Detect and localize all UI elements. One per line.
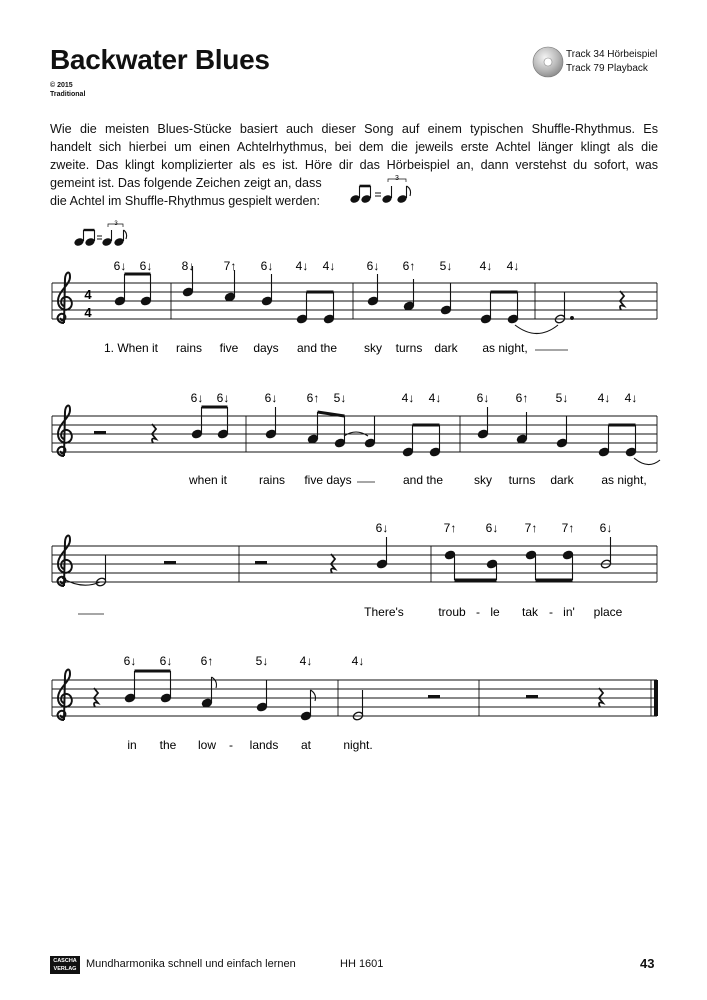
svg-text:6↓: 6↓ xyxy=(264,391,278,405)
svg-text:and the: and the xyxy=(402,473,444,487)
svg-text:4↓: 4↓ xyxy=(506,259,520,273)
svg-text:6↓: 6↓ xyxy=(216,391,230,405)
song-title: Backwater Blues xyxy=(50,44,270,75)
lyrics-row xyxy=(104,341,528,355)
svg-text:low: low xyxy=(197,738,217,752)
svg-text:five: five xyxy=(219,341,239,355)
svg-text:as night,: as night, xyxy=(601,473,647,487)
svg-text:4↓: 4↓ xyxy=(351,654,365,668)
svg-text:-: - xyxy=(549,605,553,619)
svg-text:turns: turns xyxy=(395,341,423,355)
lyrics-row xyxy=(364,605,622,619)
svg-text:4↓: 4↓ xyxy=(322,259,336,273)
track-listen-label: Track 34 Hörbeispiel xyxy=(566,49,658,60)
svg-text:sky: sky xyxy=(474,473,492,487)
staff-system-1 xyxy=(52,259,657,355)
half-rest-icon xyxy=(255,561,267,564)
lyrics-row xyxy=(188,473,647,487)
time-signature-top: 4 xyxy=(84,287,92,302)
svg-text:6↓: 6↓ xyxy=(476,391,490,405)
svg-text:4↓: 4↓ xyxy=(299,654,313,668)
intro-line: zweite. Das klingt komplizierter als es ist. Höre dir das Hörbeispiel an, dann verstehst du sofort, was xyxy=(50,158,658,172)
svg-text:as night,: as night, xyxy=(482,341,528,355)
shuffle-symbol xyxy=(349,175,410,204)
triplet-number: 3 xyxy=(114,221,118,227)
book-code: HH 1601 xyxy=(340,958,384,970)
svg-text:6↑: 6↑ xyxy=(200,654,214,668)
svg-text:rains: rains xyxy=(258,473,286,487)
svg-text:6↑: 6↑ xyxy=(402,259,416,273)
svg-text:days: days xyxy=(253,341,279,355)
svg-text:turns: turns xyxy=(508,473,536,487)
svg-text:-: - xyxy=(476,605,480,619)
svg-text:lands: lands xyxy=(249,738,279,752)
svg-text:dark: dark xyxy=(550,473,574,487)
svg-text:4↓: 4↓ xyxy=(428,391,442,405)
svg-text:le: le xyxy=(490,605,500,619)
svg-text:6↓: 6↓ xyxy=(139,259,153,273)
svg-text:6↓: 6↓ xyxy=(123,654,137,668)
svg-text:5↓: 5↓ xyxy=(555,391,569,405)
quarter-rest-icon xyxy=(152,424,156,443)
svg-text:at: at xyxy=(300,738,312,752)
half-rest-icon xyxy=(428,695,440,698)
shuffle-symbol xyxy=(73,221,126,247)
svg-text:tak: tak xyxy=(521,605,539,619)
staff-system-3 xyxy=(52,521,657,619)
half-rest-icon xyxy=(94,431,106,434)
svg-text:4↓: 4↓ xyxy=(479,259,493,273)
svg-text:-: - xyxy=(229,738,233,752)
copyright-note: © 2015 xyxy=(50,82,73,89)
svg-text:dark: dark xyxy=(434,341,458,355)
svg-text:when it: when it xyxy=(188,473,228,487)
harp-tab-row xyxy=(124,654,365,668)
svg-text:4↓: 4↓ xyxy=(295,259,309,273)
quarter-rest-icon xyxy=(620,291,624,310)
svg-text:6↓: 6↓ xyxy=(190,391,204,405)
svg-text:There's: There's xyxy=(364,605,404,619)
svg-text:4↓: 4↓ xyxy=(401,391,415,405)
svg-text:1. When it: 1. When it xyxy=(103,341,159,355)
svg-text:6↓: 6↓ xyxy=(599,521,613,535)
harp-tab-row xyxy=(114,259,520,273)
intro-line: gemeint ist. Das folgende Zeichen zeigt an, dass xyxy=(50,176,322,190)
half-rest-icon xyxy=(526,695,538,698)
svg-text:6↓: 6↓ xyxy=(485,521,499,535)
book-title: Mundharmonika schnell und einfach lernen xyxy=(86,958,296,970)
svg-text:6↓: 6↓ xyxy=(113,259,127,273)
quarter-rest-icon xyxy=(599,688,603,707)
svg-text:6↓: 6↓ xyxy=(375,521,389,535)
svg-text:5↓: 5↓ xyxy=(439,259,453,273)
triplet-number: 3 xyxy=(395,175,399,182)
svg-text:6↓: 6↓ xyxy=(159,654,173,668)
publisher-logo: CASCHA VERLAG xyxy=(50,956,80,974)
intro-line: die Achtel im Shuffle-Rhythmus gespielt werden: xyxy=(50,194,320,208)
svg-text:and the: and the xyxy=(296,341,338,355)
svg-text:6↑: 6↑ xyxy=(306,391,320,405)
svg-text:night.: night. xyxy=(343,738,373,752)
staff-system-2 xyxy=(52,391,660,487)
treble-clef-icon xyxy=(58,273,72,323)
svg-text:five days: five days xyxy=(304,473,352,487)
svg-text:6↑: 6↑ xyxy=(515,391,529,405)
page-number: 43 xyxy=(640,956,655,971)
quarter-rest-icon xyxy=(331,554,335,573)
svg-text:7↑: 7↑ xyxy=(524,521,538,535)
treble-clef-icon xyxy=(58,406,72,456)
svg-text:5↓: 5↓ xyxy=(255,654,269,668)
harp-tab-row xyxy=(376,521,613,535)
harp-tab-row xyxy=(191,391,638,405)
composer-credit: Traditional xyxy=(50,91,86,98)
svg-text:7↑: 7↑ xyxy=(561,521,575,535)
treble-clef-icon xyxy=(58,536,72,586)
svg-text:7↑: 7↑ xyxy=(223,259,237,273)
intro-line: Wie die meisten Blues-Stücke basiert auch dieser Song auf einem typischen Shuffle-Rhythmus. Es xyxy=(50,122,658,136)
svg-text:5↓: 5↓ xyxy=(333,391,347,405)
svg-text:the: the xyxy=(159,738,177,752)
lyrics-row xyxy=(127,738,372,752)
svg-text:in: in xyxy=(127,738,137,752)
staff-system-4 xyxy=(52,654,657,752)
svg-text:sky: sky xyxy=(364,341,382,355)
svg-text:4↓: 4↓ xyxy=(624,391,638,405)
svg-text:7↑: 7↑ xyxy=(443,521,457,535)
treble-clef-icon xyxy=(58,670,72,720)
svg-text:8↓: 8↓ xyxy=(181,259,195,273)
time-signature-bottom: 4 xyxy=(84,305,92,320)
half-rest-icon xyxy=(164,561,176,564)
track-playback-label: Track 79 Playback xyxy=(566,63,648,74)
svg-text:4↓: 4↓ xyxy=(597,391,611,405)
svg-text:6↓: 6↓ xyxy=(366,259,380,273)
intro-line: handelt sich hierbei um einen Achtelrhythmus, bei dem die jeweils erste Achtel länger klingt als die xyxy=(50,140,658,154)
quarter-rest-icon xyxy=(94,688,98,707)
svg-text:troub: troub xyxy=(438,605,466,619)
svg-text:6↓: 6↓ xyxy=(260,259,274,273)
svg-text:place: place xyxy=(593,605,623,619)
svg-text:rains: rains xyxy=(175,341,203,355)
svg-text:in': in' xyxy=(563,605,575,619)
